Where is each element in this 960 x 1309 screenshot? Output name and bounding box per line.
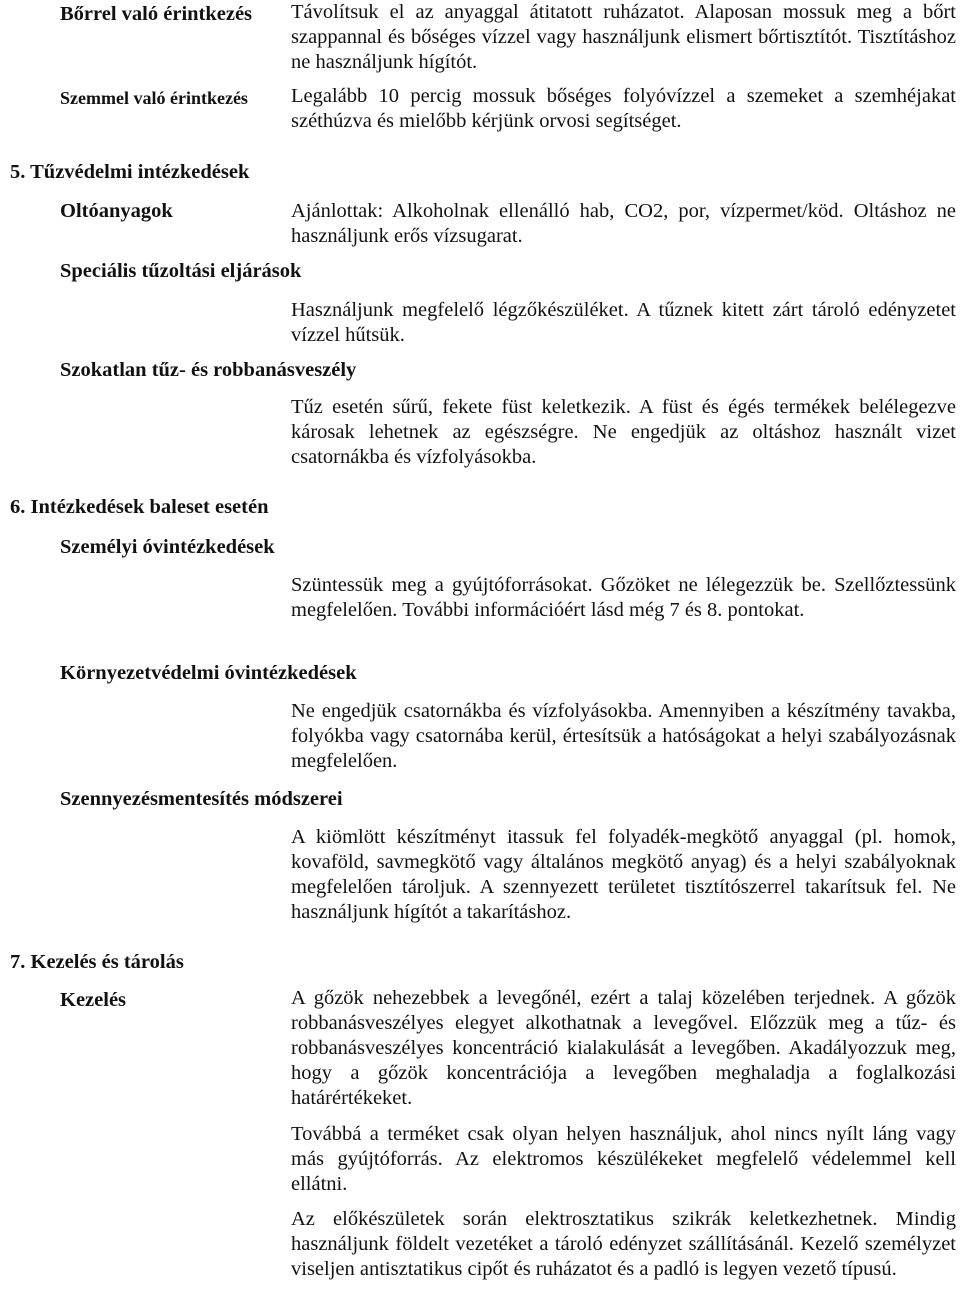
skin-contact-label: Bőrrel való érintkezés	[60, 3, 253, 25]
handling-paragraph-2: Továbbá a terméket csak olyan helyen használjuk, ahol nincs nyílt láng vagy más gyújtóforrás. Az elektromos készülékeket megfelelő védelemmel kell ellátni.	[291, 1123, 956, 1195]
extinguishing-media-label: Oltóanyagok	[60, 200, 173, 222]
personal-precautions-text: Szüntessük meg a gyújtóforrásokat. Gőzöket ne lélegezzük be. Szellőztessünk megfelelően. További információért lásd még 7 és 8. pontokat.	[291, 574, 956, 621]
skin-contact-text: Távolítsuk el az anyaggal átitatott ruházatot. Alaposan mossuk meg a bőrt szappannal és bőséges vízzel vagy használjunk elismert bőrtisztítót. Tisztításhoz ne használjunk hígítót.	[291, 1, 956, 73]
cleanup-methods-label: Szennyezésmentesítés módszerei	[60, 788, 343, 810]
section-5-heading: 5. Tűzvédelmi intézkedések	[10, 161, 250, 183]
section-6-heading: 6. Intézkedések baleset esetén	[10, 496, 269, 518]
extinguishing-media-text: Ajánlottak: Alkoholnak ellenálló hab, CO2, por, vízpermet/köd. Oltáshoz ne használjunk erős vízsugarat.	[291, 200, 956, 247]
eye-contact-label: Szemmel való érintkezés	[60, 88, 248, 108]
unusual-fire-hazard-label: Szokatlan tűz- és robbanásveszély	[60, 359, 357, 381]
environmental-precautions-text: Ne engedjük csatornákba és vízfolyásokba. Amennyiben a készítmény tavakba, folyókba vagy csatornába kerül, értesítsük a hatóságokat a helyi szabályozásnak megfelelően.	[291, 700, 956, 772]
environmental-precautions-label: Környezetvédelmi óvintézkedések	[60, 662, 357, 684]
handling-label: Kezelés	[60, 989, 127, 1011]
handling-paragraph-1: A gőzök nehezebbek a levegőnél, ezért a talaj közelében terjednek. A gőzök robbanásveszélyes elegyet alkothatnak a levegővel. Előzzük meg a tűz- és robbanásveszélyes koncentráció kialakulását a levegőben. Akadályozzuk meg, hogy a gőzök koncentrációja a levegőben meghaladja a foglalkozási határértékeket.	[291, 987, 956, 1109]
section-7-heading: 7. Kezelés és tárolás	[10, 951, 184, 973]
special-firefighting-label: Speciális tűzoltási eljárások	[60, 260, 302, 282]
cleanup-methods-text: A kiömlött készítményt itassuk fel folyadék-megkötő anyaggal (pl. homok, kovaföld, savmegkötő vagy általános megkötő anyag) és a helyi szabályoknak megfelelően tároljuk. A szennyezett területet tisztítószerrel takarítsuk fel. Ne használjunk hígítót a takarításhoz.	[291, 826, 956, 923]
eye-contact-text: Legalább 10 percig mossuk bőséges folyóvízzel a szemeket a szemhéjakat széthúzva és mielőbb kérjünk orvosi segítséget.	[291, 85, 956, 132]
special-firefighting-text: Használjunk megfelelő légzőkészüléket. A tűznek kitett zárt tároló edényzetet vízzel hűtsük.	[291, 299, 956, 346]
personal-precautions-label: Személyi óvintézkedések	[60, 536, 275, 558]
handling-paragraph-3: Az előkészületek során elektrosztatikus szikrák keletkezhetnek. Mindig használjunk földelt vezetéket a tároló edényzet szállításánál. Kezelő személyzet viseljen antisztatikus cipőt és ruházatot és a padló is legyen vezető típusú.	[291, 1208, 956, 1280]
unusual-fire-hazard-text: Tűz esetén sűrű, fekete füst keletkezik. A füst és égés termékek belélegezve károsak lehetnek az egészségre. Ne engedjük az oltáshoz használt vizet csatornákba és vízfolyásokba.	[291, 396, 956, 468]
